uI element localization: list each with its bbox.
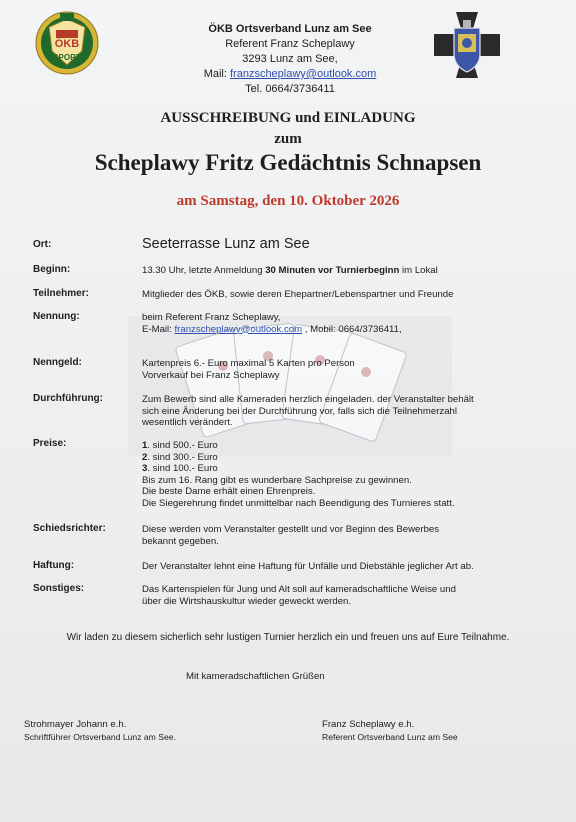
prize-3: [142, 463, 512, 475]
prize-1-rank: 1: [142, 440, 148, 451]
sonstiges-line-1: Das Kartenspielen für Jung und Alt soll auf kameradschaftliche Weise und: [142, 584, 456, 595]
prize-2: [142, 452, 512, 464]
sonstiges-line-2: über die Wirtshauskultur wieder geweckt werden.: [142, 595, 352, 607]
nennung-line-2: [142, 324, 512, 336]
prize-3-rank: 3: [142, 463, 148, 474]
closing-invitation: Wir laden zu diesem sicherlich sehr lustigen Turnier herzlich ein und freuen uns auf Eure Teilnahme.: [66, 632, 510, 643]
sonstiges-value: [142, 584, 512, 607]
ort-value: Seeterrasse Lunz am See: [142, 236, 310, 252]
nennung-value: [142, 312, 512, 335]
cross-emblem-logo: [432, 10, 502, 80]
preise-line-4: Bis zum 16. Rang gibt es wunderbare Sachpreise zu gewinnen.: [142, 474, 412, 486]
nenngeld-value: [142, 358, 512, 381]
schiedsrichter-value: [142, 524, 512, 547]
playing-cards-watermark: [128, 316, 452, 456]
signature-left-name: Strohmayer Johann e.h.: [24, 719, 127, 730]
title-line-2: zum: [274, 131, 302, 147]
beginn-value: [142, 265, 512, 277]
nennung-line-1: beim Referent Franz Scheplawy,: [142, 312, 281, 323]
signature-left-role: Schriftführer Ortsverband Lunz am See.: [24, 732, 176, 742]
preise-label: Preise:: [33, 438, 67, 449]
phone-line: Tel. 0664/3736411: [245, 83, 335, 95]
svg-text:SPORT: SPORT: [53, 53, 81, 62]
mail-label: Mail:: [203, 68, 230, 80]
signature-right-name: Franz Scheplawy e.h.: [322, 719, 415, 730]
nennung-email-link[interactable]: franzscheplawy@outlook.com: [174, 323, 303, 335]
address-line: 3293 Lunz am See,: [242, 53, 338, 65]
greeting: Mit kameradschaftlichen Grüßen: [186, 671, 325, 682]
preise-line-5: Die beste Dame erhält einen Ehrenpreis.: [142, 486, 316, 497]
signature-left: [24, 718, 176, 744]
durchfuehrung-line-1: Zum Bewerb sind alle Kameraden herzlich eingeladen. der Veranstalter behält: [142, 394, 474, 405]
teilnehmer-value: Mitglieder des ÖKB, sowie deren Ehepartner/Lebenspartner und Freunde: [142, 289, 454, 300]
event-title: Scheplawy Fritz Gedächtnis Schnapsen: [94, 150, 482, 175]
schiedsrichter-line-1: Diese werden vom Veranstalter gestellt und vor Beginn des Bewerbes: [142, 524, 440, 535]
haftung-value: Der Veranstalter lehnt eine Haftung für Unfälle und Diebstähle jeglicher Art ab.: [142, 561, 474, 572]
referent-line: Referent Franz Scheplawy: [225, 38, 355, 50]
teilnehmer-label: Teilnehmer:: [33, 288, 89, 299]
preise-line-6: Die Siegerehrung findet unmittelbar nach Beendigung des Turnieres statt.: [142, 497, 455, 509]
durchfuehrung-value: [142, 394, 512, 429]
prize-1: [142, 440, 512, 452]
oekb-sport-logo: [34, 10, 100, 76]
svg-text:ÖKB: ÖKB: [54, 38, 80, 50]
durchfuehrung-line-3: wesentlich verändert.: [142, 417, 233, 428]
event-date: am Samstag, den 10. Oktober 2026: [176, 193, 400, 209]
preise-value: [142, 440, 512, 509]
beginn-label: Beginn:: [33, 264, 71, 275]
title-line-1: AUSSCHREIBUNG und EINLADUNG: [160, 110, 416, 126]
sonstiges-label: Sonstiges:: [33, 583, 85, 594]
beginn-time: 13.30 Uhr, letzte Anmeldung: [142, 265, 266, 276]
prize-1-text: . sind 500.- Euro: [147, 440, 218, 451]
beginn-deadline: 30 Minuten vor Turnierbeginn: [265, 265, 400, 276]
ort-label: Ort:: [33, 239, 52, 250]
nennung-label: Nennung:: [33, 311, 80, 322]
signature-right-role: Referent Ortsverband Lunz am See: [322, 732, 458, 742]
organization-name: ÖKB Ortsverband Lunz am See: [208, 23, 372, 35]
haftung-label: Haftung:: [33, 560, 75, 571]
beginn-location: im Lokal: [399, 265, 438, 276]
prize-2-rank: 2: [142, 451, 148, 463]
signature-right: [322, 718, 458, 744]
letterhead: [150, 22, 430, 97]
nenngeld-line-2: Vorverkauf bei Franz Scheplawy: [142, 369, 280, 381]
durchfuehrung-label: Durchführung:: [33, 393, 103, 404]
prize-3-text: . sind 100.- Euro: [147, 463, 218, 474]
durchfuehrung-line-2: sich eine Änderung bei der Durchführung vor, falls sich die Teilnehmerzahl: [142, 405, 457, 417]
mail-link[interactable]: franzscheplawy@outlook.com: [229, 68, 377, 80]
prize-2-text: . sind 300.- Euro: [147, 451, 218, 463]
mail-line: [150, 67, 430, 82]
nennung-mobile: , Mobil: 0664/3736411,: [302, 323, 402, 335]
nennung-email-label: E-Mail:: [142, 323, 175, 335]
schiedsrichter-label: Schiedsrichter:: [33, 523, 106, 534]
nenngeld-line-1: Kartenpreis 6.- Euro maximal 5 Karten pro Person: [142, 358, 355, 369]
nenngeld-label: Nenngeld:: [33, 357, 82, 368]
schiedsrichter-line-2: bekannt gegeben.: [142, 535, 219, 547]
